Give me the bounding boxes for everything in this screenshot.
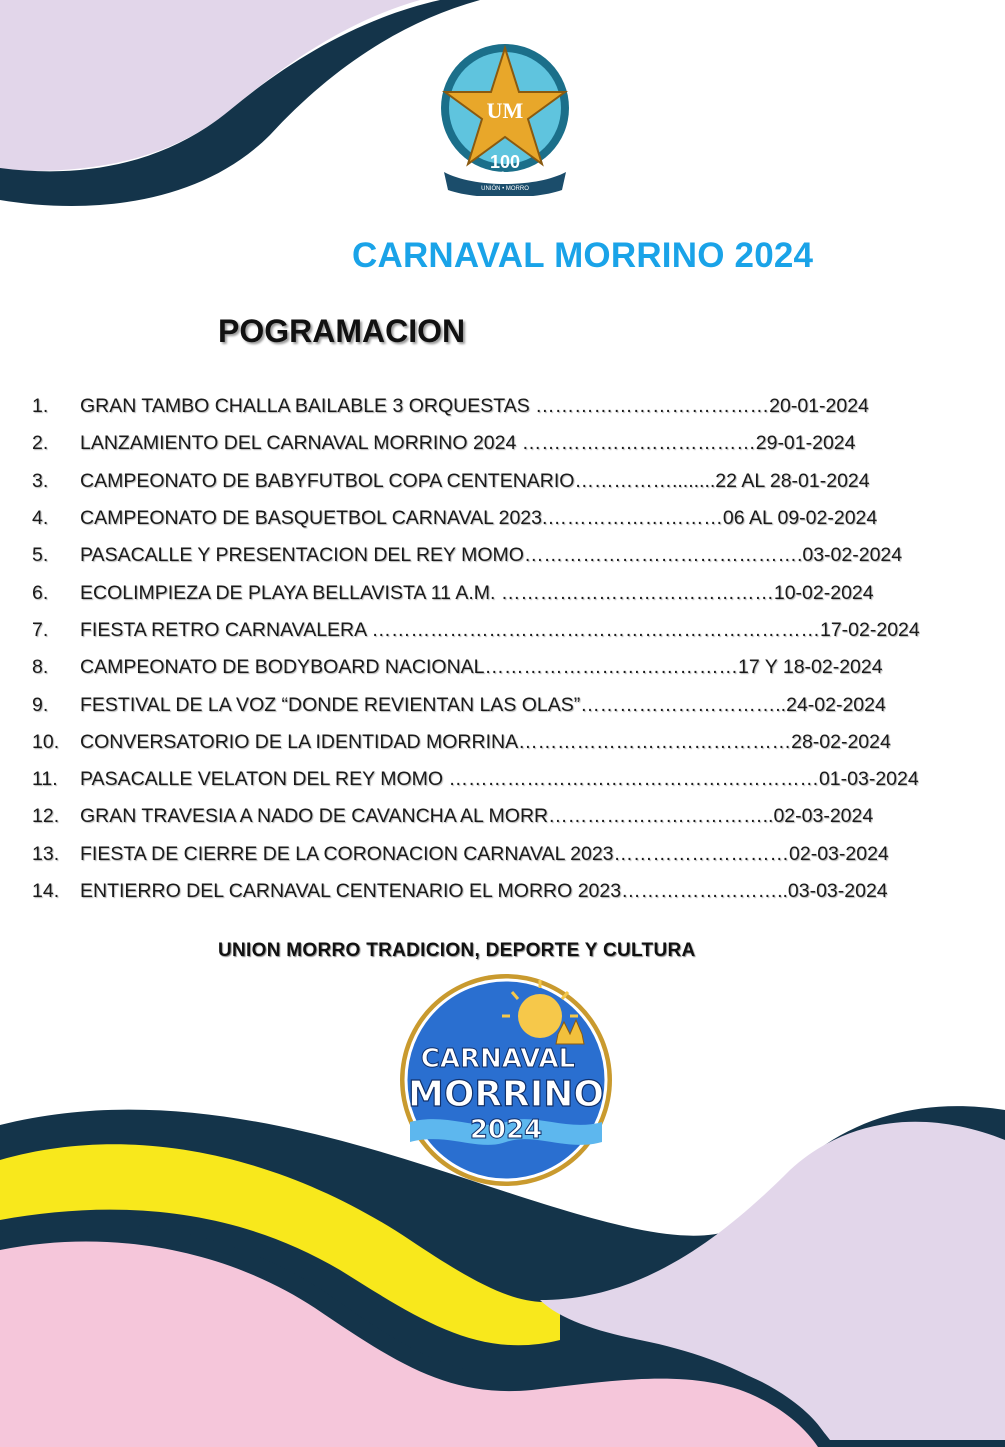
item-text: CAMPEONATO DE BASQUETBOL CARNAVAL 2023.………………………06 AL 09-02-2024 xyxy=(80,507,878,530)
item-number: 6. xyxy=(32,581,49,604)
footer-slogan: UNION MORRO TRADICION, DEPORTE Y CULTURA xyxy=(218,940,696,961)
emblem-monogram: UM xyxy=(486,98,524,123)
item-text: CAMPEONATO DE BODYBOARD NACIONAL…………………………………17 Y 18-02-2024 xyxy=(80,656,883,679)
program-item xyxy=(32,425,892,462)
item-number: 4. xyxy=(32,507,49,530)
item-number: 7. xyxy=(32,618,49,641)
item-text: LANZAMIENTO DEL CARNAVAL MORRINO 2024 ………………………………29-01-2024 xyxy=(80,432,856,455)
item-number: 12. xyxy=(32,805,60,828)
item-number: 13. xyxy=(32,842,60,865)
program-item xyxy=(32,612,920,649)
program-item xyxy=(32,649,892,686)
item-number: 9. xyxy=(32,693,49,716)
badge-line1: CARNAVAL xyxy=(420,1044,576,1074)
program-item xyxy=(32,388,892,425)
item-number: 2. xyxy=(32,432,49,455)
item-text: ECOLIMPIEZA DE PLAYA BELLAVISTA 11 A.M. ……………………………………10-02-2024 xyxy=(80,581,874,604)
item-text: CAMPEONATO DE BABYFUTBOL COPA CENTENARIO……………........22 AL 28-01-2024 xyxy=(80,469,870,492)
item-text: GRAN TAMBO CHALLA BAILABLE 3 ORQUESTAS ………………………………20-01-2024 xyxy=(80,395,869,418)
union-morro-centenary-logo xyxy=(434,40,576,196)
program-list xyxy=(32,388,920,910)
program-item xyxy=(32,500,892,537)
item-text: ENTIERRO DEL CARNAVAL CENTENARIO EL MORRO 2023……………………..03-03-2024 xyxy=(80,880,888,902)
emblem-band-text: UNIÓN • MORRO xyxy=(481,186,529,192)
emblem-years-word: AÑOS xyxy=(496,173,514,179)
program-item xyxy=(32,761,919,798)
item-number: 5. xyxy=(32,544,49,567)
program-item xyxy=(32,463,892,500)
item-text: FIESTA DE CIERRE DE LA CORONACION CARNAVAL 2023………………………02-03-2024 xyxy=(80,842,889,865)
program-item xyxy=(32,798,892,835)
carnaval-morrino-badge xyxy=(398,972,614,1188)
item-number: 3. xyxy=(32,469,49,492)
item-number: 8. xyxy=(32,656,49,679)
page-title: CARNAVAL MORRINO 2024 xyxy=(352,236,814,275)
item-text: PASACALLE VELATON DEL REY MOMO …………………………………………………01-03-2024 xyxy=(80,768,919,791)
item-text: GRAN TRAVESIA A NADO DE CAVANCHA AL MORR……………………………..02-03-2024 xyxy=(80,805,874,828)
program-item xyxy=(32,724,892,761)
item-number: 11. xyxy=(32,768,58,791)
item-number: 1. xyxy=(32,395,49,418)
item-text: PASACALLE Y PRESENTACION DEL REY MOMO…………………………………….03-02-2024 xyxy=(80,544,903,567)
item-text: FIESTA RETRO CARNAVALERA ……………………………………………………………17-02-2024 xyxy=(80,618,920,641)
program-item xyxy=(32,686,892,723)
item-number: 10. xyxy=(32,730,60,753)
badge-line2: MORRINO xyxy=(408,1074,604,1115)
program-item xyxy=(32,873,892,910)
emblem-years: 100 xyxy=(489,152,521,172)
item-text: FESTIVAL DE LA VOZ “DONDE REVIENTAN LAS OLAS”…………………………..24-02-2024 xyxy=(80,693,886,716)
program-item xyxy=(32,537,903,574)
program-item xyxy=(32,836,892,873)
item-text: CONVERSATORIO DE LA IDENTIDAD MORRINA……………………………………28-02-2024 xyxy=(80,730,891,753)
item-number: 14. xyxy=(32,880,60,902)
program-heading: POGRAMACION xyxy=(218,313,466,349)
program-item xyxy=(32,574,892,611)
badge-line3: 2024 xyxy=(469,1115,543,1145)
